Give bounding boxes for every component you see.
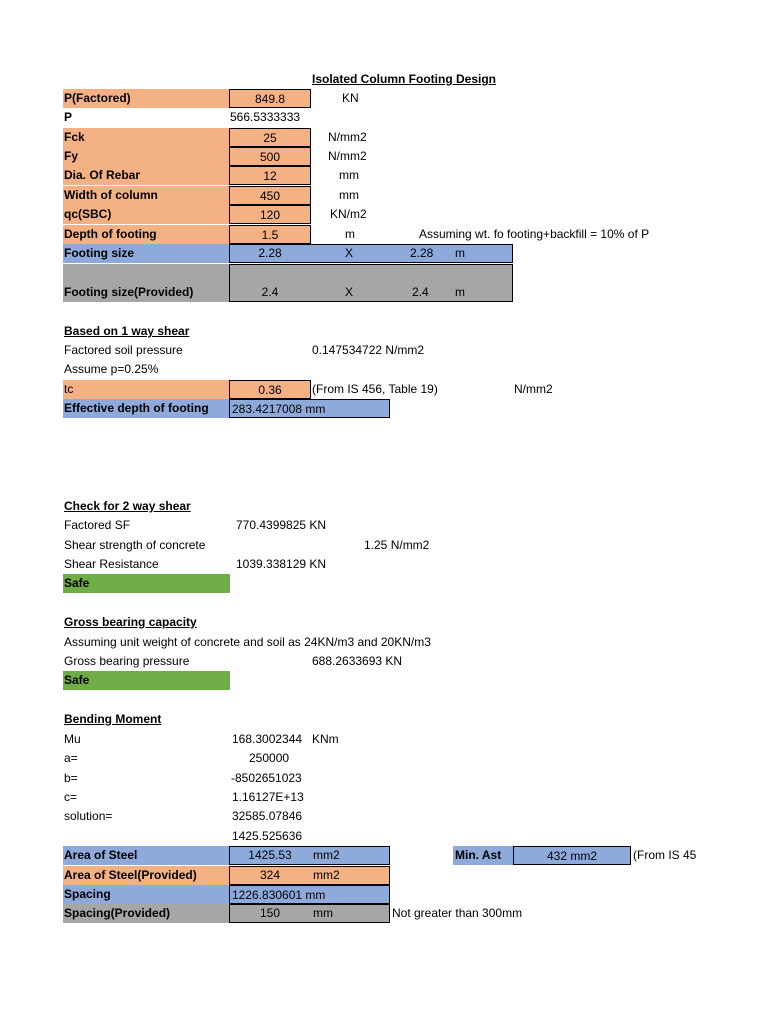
a-value: 250000 [249, 751, 290, 765]
input-value[interactable]: 120 [229, 205, 311, 224]
unit-weight-assumption: Assuming unit weight of concrete and soil as 24KN/m3 and 20KN/m3 [64, 635, 431, 649]
spacing-note: Not greater than 300mm [392, 906, 523, 920]
effective-depth-label: Effective depth of footing [63, 399, 230, 418]
area-steel-label: Area of Steel [63, 846, 230, 865]
area-steel-provided-unit: mm2 [313, 868, 340, 882]
b-value: -8502651023 [231, 771, 302, 785]
input-label: Fy [63, 147, 230, 166]
spacing-label: Spacing [63, 885, 230, 904]
footing-provided-label: Footing size(Provided) [64, 285, 194, 299]
spacing-provided-unit: mm [313, 906, 333, 920]
input-label: Fck [63, 128, 230, 147]
mu-unit: KNm [312, 732, 339, 746]
gross-pressure-label: Gross bearing pressure [64, 654, 190, 668]
shear-resistance-value: 1039.338129 KN [236, 557, 327, 571]
input-unit: KN/m2 [330, 207, 367, 221]
input-label: qc(SBC) [63, 205, 230, 224]
status-badge: Safe [63, 574, 230, 593]
soil-pressure-label: Factored soil pressure [64, 343, 183, 357]
input-value: 566.5333333 [230, 110, 301, 124]
input-label: Dia. Of Rebar [63, 166, 230, 185]
shear-strength-label: Shear strength of concrete [64, 538, 206, 552]
effective-depth-value: 283.4217008 mm [229, 399, 390, 418]
input-unit: KN [342, 91, 359, 105]
footing-size-b: 2.28 [410, 246, 434, 260]
tc-value[interactable]: 0.36 [229, 380, 311, 399]
area-steel-value: 1425.53 [248, 848, 292, 862]
solution-label: solution= [64, 809, 113, 823]
input-unit: mm [339, 188, 359, 202]
b-label: b= [64, 771, 78, 785]
status-badge: Safe [63, 671, 230, 690]
tc-ref: (From IS 456, Table 19) [312, 382, 438, 396]
solution-value-1: 32585.07846 [232, 809, 303, 823]
input-label: Depth of footing [63, 225, 230, 244]
tc-label: tc [63, 380, 230, 399]
input-value[interactable]: 500 [229, 147, 311, 166]
section-heading: Bending Moment [64, 712, 162, 726]
area-steel-provided-label: Area of Steel(Provided) [63, 866, 230, 885]
footing-provided-a: 2.4 [261, 285, 279, 299]
footing-provided-b: 2.4 [412, 285, 429, 299]
area-steel-unit: mm2 [313, 848, 340, 862]
section-heading: Gross bearing capacity [64, 615, 197, 629]
assume-p: Assume p=0.25% [64, 362, 159, 376]
factored-sf-value: 770.4399825 KN [236, 518, 327, 532]
min-ast-ref: (From IS 45 [633, 848, 697, 862]
input-unit: N/mm2 [328, 149, 367, 163]
c-label: c= [64, 790, 78, 804]
shear-resistance-label: Shear Resistance [64, 557, 159, 571]
area-steel-provided-value[interactable]: 324 [259, 868, 281, 882]
footing-size-x: X [345, 246, 354, 260]
min-ast-value: 432 mm2 [513, 846, 631, 865]
spacing-provided-label: Spacing(Provided) [63, 904, 230, 923]
section-heading: Check for 2 way shear [64, 499, 191, 513]
footing-size-a: 2.28 [258, 246, 282, 260]
input-value[interactable]: 849.8 [229, 89, 311, 108]
input-label: P(Factored) [63, 89, 230, 108]
spacing-value: 1226.830601 mm [229, 885, 390, 904]
soil-pressure-value: 0.147534722 N/mm2 [312, 343, 425, 357]
footing-provided-unit: m [455, 285, 465, 299]
input-value[interactable]: 25 [229, 128, 311, 147]
input-label: Width of column [63, 186, 230, 205]
mu-label: Mu [64, 732, 81, 746]
footing-size-unit: m [455, 246, 465, 260]
input-value[interactable]: 450 [229, 186, 311, 205]
input-value[interactable]: 1.5 [229, 225, 311, 244]
assumption-note: Assuming wt. fo footing+backfill = 10% of P [419, 227, 650, 241]
tc-unit: N/mm2 [514, 382, 553, 396]
footing-provided-x: X [345, 285, 354, 299]
gross-pressure-value: 688.2633693 KN [312, 654, 403, 668]
input-unit: N/mm2 [328, 130, 367, 144]
mu-value: 168.3002344 [232, 732, 303, 746]
page-title: Isolated Column Footing Design [312, 72, 496, 86]
spacing-provided-value[interactable]: 150 [259, 906, 281, 920]
min-ast-label: Min. Ast [453, 846, 515, 865]
shear-strength-value: 1.25 N/mm2 [364, 538, 430, 552]
factored-sf-label: Factored SF [64, 518, 131, 532]
input-label: P [64, 110, 73, 124]
section-heading: Based on 1 way shear [64, 324, 190, 338]
solution-value-2: 1425.525636 [232, 829, 303, 843]
input-value[interactable]: 12 [229, 166, 311, 185]
input-unit: mm [339, 168, 359, 182]
a-label: a= [64, 751, 78, 765]
input-unit: m [345, 227, 355, 241]
footing-size-label: Footing size [63, 244, 230, 263]
c-value: 1.16127E+13 [232, 790, 304, 804]
